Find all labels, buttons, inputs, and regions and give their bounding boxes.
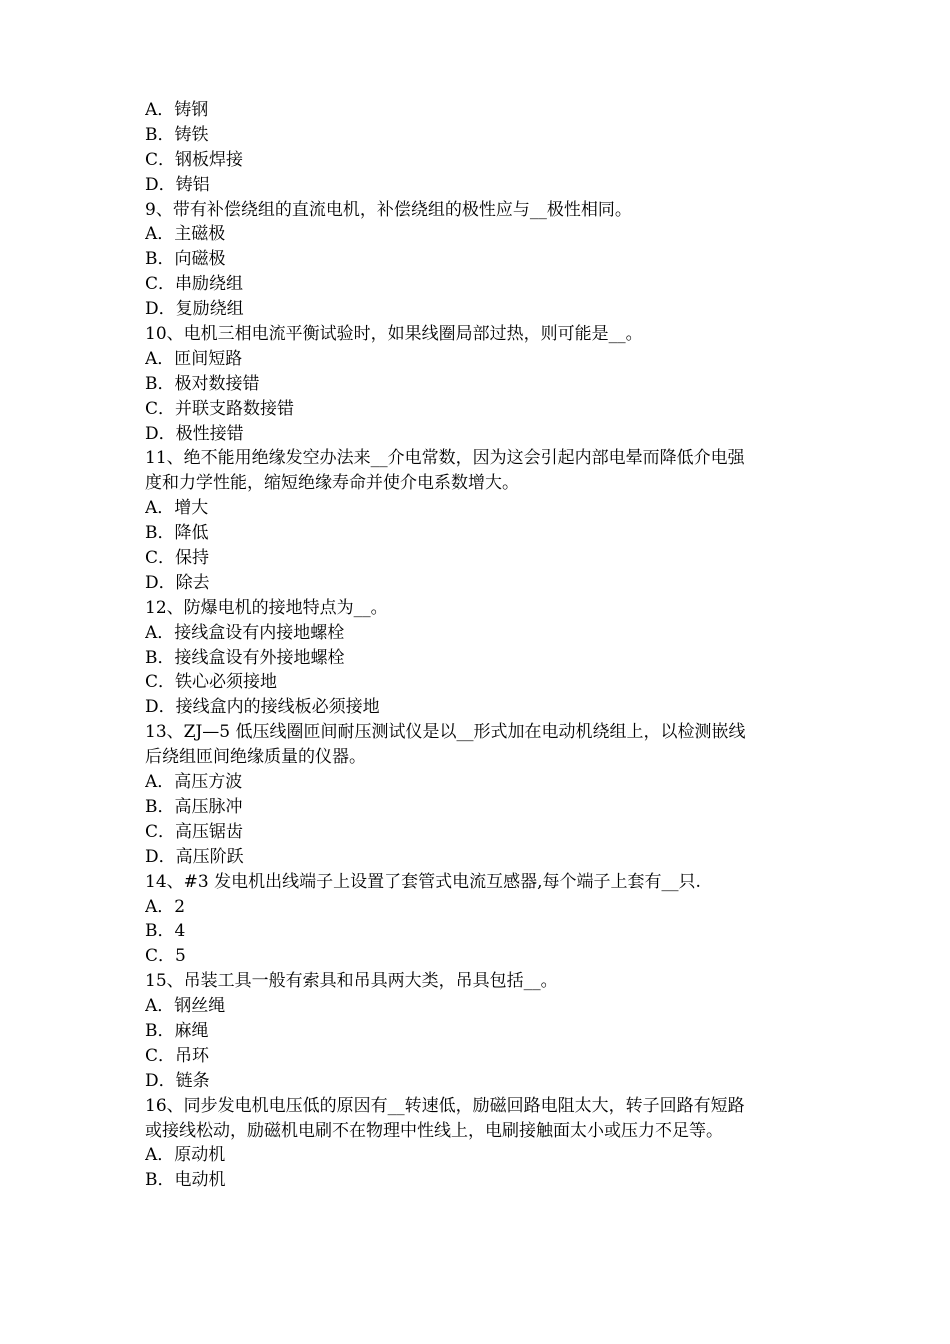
option-d-q13: D．高压阶跃 [145, 846, 244, 867]
option-a-q16: A．原动机 [145, 1145, 226, 1166]
option-c-q12: C．铁心必须接地 [145, 672, 278, 693]
option-a-q14: A．2 [145, 896, 186, 917]
option-b-q13: B．高压脉冲 [145, 796, 243, 817]
option-a-q12: A．接线盒设有内接地螺栓 [145, 622, 345, 643]
option-d-q11: D．除去 [145, 572, 210, 593]
question-10: 10、电机三相电流平衡试验时，如果线圈局部过热，则可能是__。 [145, 324, 643, 345]
option-c-q9: C．串励绕组 [145, 274, 244, 295]
option-b-q10: B．极对数接错 [145, 373, 260, 394]
option-c-q14: C．5 [145, 946, 186, 967]
option-b-q15: B．麻绳 [145, 1020, 209, 1041]
option-a-q10: A．匝间短路 [145, 348, 243, 369]
option-d-q10: D．极性接错 [145, 423, 244, 444]
option-b-q11: B．降低 [145, 523, 209, 544]
option-b-q9: B．向磁极 [145, 249, 226, 270]
option-d-q12: D．接线盒内的接线板必须接地 [145, 697, 380, 718]
question-14: 14、#3 发电机出线端子上设置了套管式电流互感器,每个端子上套有__只. [145, 871, 701, 892]
question-11-line-2: 度和力学性能，缩短绝缘寿命并使介电系数增大。 [145, 473, 519, 494]
question-13-line-1: 13、ZJ—5 低压线圈匝间耐压测试仪是以__形式加在电动机绕组上，以检测嵌线 [145, 722, 746, 743]
option-b-q14: B．4 [145, 921, 186, 942]
option-a-q8: A．铸钢 [145, 100, 209, 120]
question-13-line-2: 后绕组匝间绝缘质量的仪器。 [145, 747, 366, 768]
question-16-line-2: 或接线松动，励磁机电刷不在物理中性线上，电刷接触面太小或压力不足等。 [145, 1120, 723, 1141]
option-c-q11: C．保持 [145, 548, 210, 569]
option-c-q13: C．高压锯齿 [145, 821, 244, 842]
option-d-q15: D．链条 [145, 1070, 210, 1091]
option-a-q9: A．主磁极 [145, 224, 226, 245]
option-b-q8: B．铸铁 [145, 124, 209, 145]
question-9: 9、带有补偿绕组的直流电机，补偿绕组的极性应与__极性相同。 [145, 199, 632, 220]
document-page [145, 98, 813, 1193]
question-15: 15、吊装工具一般有索具和吊具两大类，吊具包括__。 [145, 971, 558, 992]
question-16-line-1: 16、同步发电机电压低的原因有__转速低，励磁回路电阻太大，转子回路有短路 [145, 1095, 745, 1116]
option-d-q9: D．复励绕组 [145, 299, 244, 320]
option-d-q8: D．铸铝 [145, 174, 210, 195]
option-a-q11: A．增大 [145, 498, 209, 519]
option-b-q12: B．接线盒设有外接地螺栓 [145, 647, 345, 668]
option-a-q13: A．高压方波 [145, 772, 243, 793]
option-c-q8: C．钢板焊接 [145, 149, 244, 170]
option-c-q15: C．吊环 [145, 1045, 210, 1066]
option-c-q10: C．并联支路数接错 [145, 398, 295, 419]
question-12: 12、防爆电机的接地特点为__。 [145, 597, 388, 618]
question-11-line-1: 11、绝不能用绝缘发空办法来__介电常数，因为这会引起内部电晕而降低介电强 [145, 448, 745, 469]
option-a-q15: A．钢丝绳 [145, 996, 226, 1017]
option-b-q16: B．电动机 [145, 1170, 226, 1191]
